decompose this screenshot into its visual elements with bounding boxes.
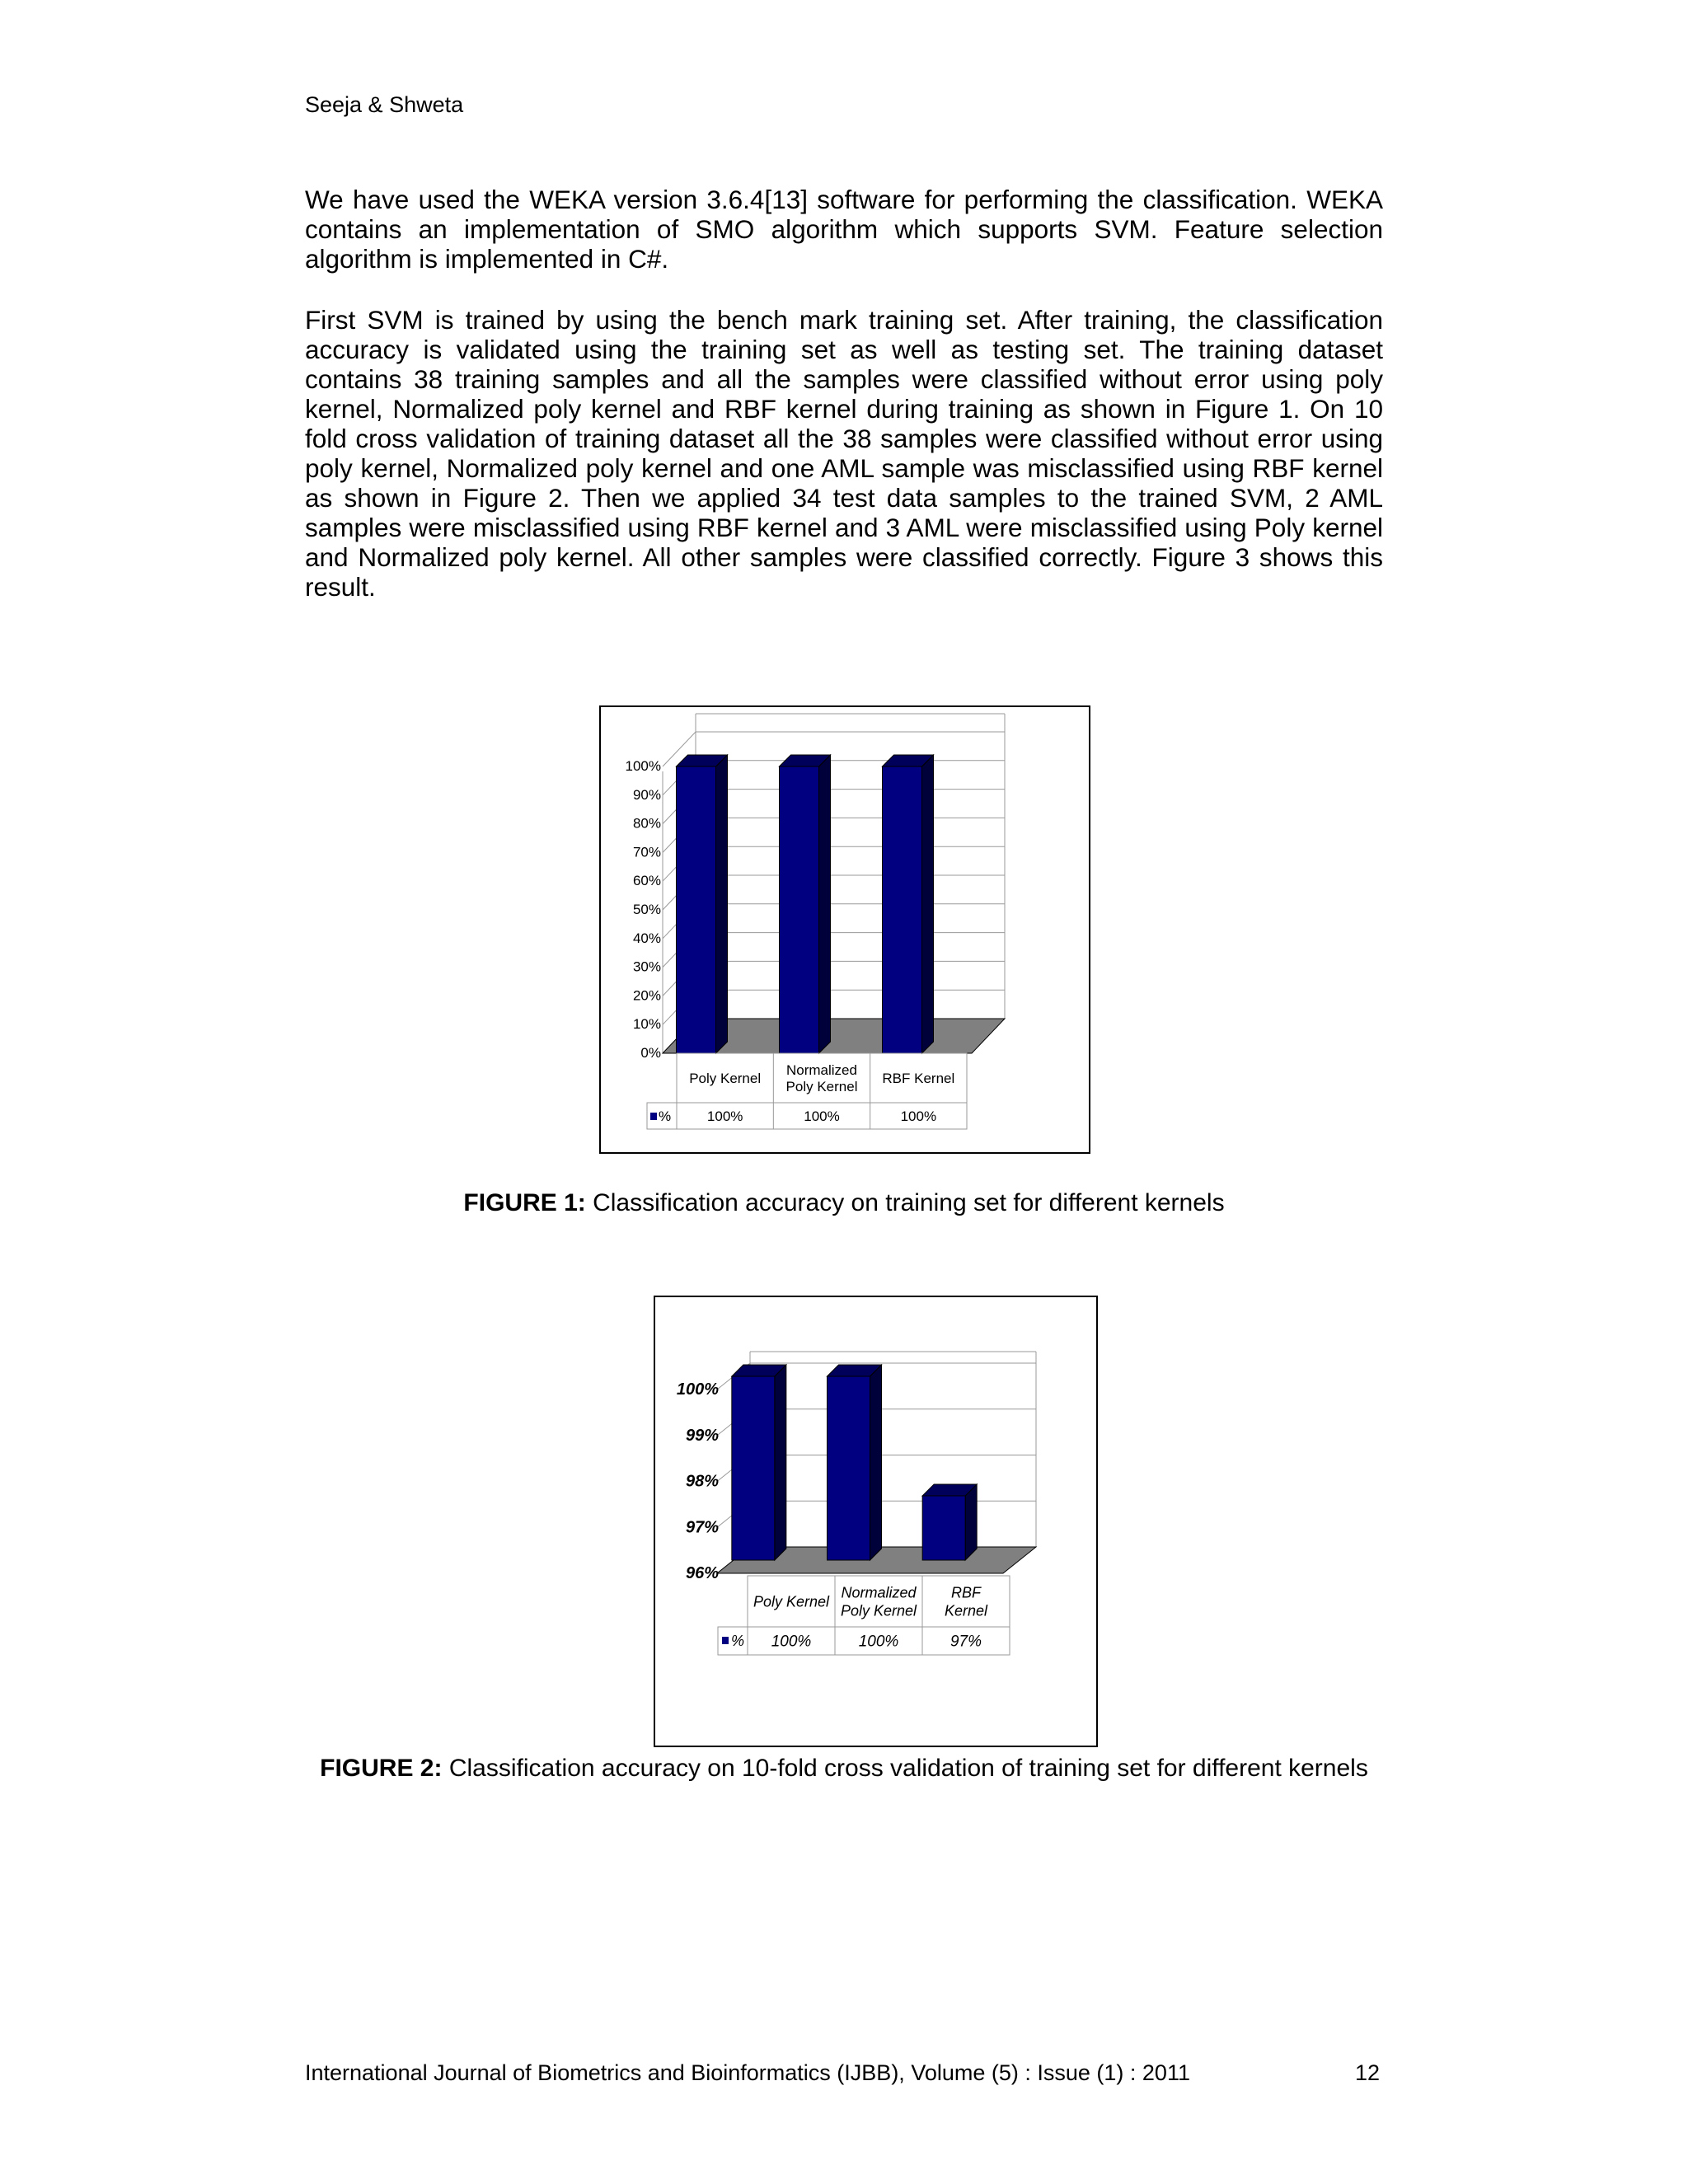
bar-side	[819, 755, 831, 1053]
data-table-value: 100%	[858, 1633, 899, 1651]
legend-label: %	[659, 1108, 672, 1124]
legend-swatch	[722, 1637, 729, 1644]
category-label: RBF	[951, 1584, 981, 1601]
figure-2-chart	[655, 1297, 1096, 1746]
legend-label: %	[731, 1633, 745, 1649]
bar-side	[716, 755, 728, 1053]
bar-side	[922, 755, 934, 1053]
y-tick-label: 60%	[632, 873, 661, 889]
bar-side	[965, 1484, 977, 1560]
figure-1-caption-text: Classification accuracy on training set for different kernels	[585, 1189, 1225, 1216]
data-table-value: 100%	[706, 1108, 743, 1124]
figure-1-label: FIGURE 1:	[463, 1189, 586, 1216]
category-label: Poly Kernel	[785, 1078, 858, 1094]
legend-swatch	[650, 1113, 657, 1120]
y-tick-label: 100%	[676, 1380, 719, 1399]
bar-side	[870, 1365, 882, 1560]
category-label: Poly Kernel	[840, 1602, 917, 1619]
figure-1-frame	[599, 705, 1090, 1154]
data-table-value: 100%	[771, 1633, 812, 1651]
figure-2-frame	[654, 1296, 1098, 1747]
data-table-value: 97%	[950, 1633, 982, 1651]
category-label: RBF Kernel	[882, 1070, 955, 1086]
y-tick-label: 90%	[632, 786, 661, 803]
figure-2-caption	[305, 1746, 1383, 1791]
category-label: Normalized	[786, 1062, 857, 1078]
bar	[828, 1376, 870, 1560]
y-tick-label: 97%	[685, 1518, 719, 1537]
figure-2-caption-text: Classification accuracy on 10-fold cross validation of training set for different kernels	[442, 1755, 1368, 1782]
bar	[780, 766, 819, 1053]
y-tick-label: 70%	[632, 844, 661, 860]
data-table-value: 100%	[804, 1108, 840, 1124]
y-tick-label: 98%	[685, 1472, 719, 1491]
figure-2-label: FIGURE 2:	[320, 1755, 443, 1782]
running-title: Seeja & Shweta	[305, 92, 464, 117]
journal-citation: International Journal of Biometrics and Bioinformatics (IJBB), Volume (5) : Issue (1) : 2011	[305, 2060, 1190, 2085]
bar	[732, 1376, 775, 1560]
category-label: Normalized	[841, 1584, 917, 1601]
y-tick-label: 50%	[632, 902, 661, 917]
data-table-value: 100%	[900, 1108, 937, 1124]
bar-side	[775, 1365, 786, 1560]
body-paragraph-2: First SVM is trained by using the bench mark training set. After training, the classification accuracy is validated using the training set as well as testing set. The training dataset contains 38 training samples and all the samples were classified without error using poly kernel, Normalized poly kernel and RBF kernel during training as shown in Figure 1. On 10 fold cross validation of training dataset all the 38 samples were classified without error using poly kernel, Normalized poly kernel and one AML sample was misclassified using RBF kernel as shown in Figure 2. Then we applied 34 test data samples to the trained SVM, 2 AML samples were misclassified using RBF kernel and 3 AML were misclassified using Poly kernel and Normalized poly kernel. All other samples were classified correctly. Figure 3 shows this result.	[305, 305, 1383, 602]
y-tick-label: 80%	[632, 815, 661, 832]
figure-1-chart	[601, 707, 1089, 1152]
y-tick-label: 20%	[632, 987, 661, 1004]
y-tick-label: 40%	[632, 930, 661, 946]
page-number: 12	[1354, 2060, 1380, 2085]
page-footer	[305, 2060, 1383, 2086]
figure-1-caption	[305, 1180, 1383, 1226]
y-tick-label: 99%	[685, 1426, 719, 1445]
bar	[883, 766, 922, 1053]
y-tick-label: 100%	[625, 758, 661, 774]
bar	[922, 1496, 965, 1560]
category-label: Poly Kernel	[689, 1070, 762, 1086]
bar	[677, 766, 716, 1053]
body-paragraph-1: We have used the WEKA version 3.6.4[13] software for performing the classification. WEKA contains an implementation of SMO algorithm which supports SVM. Feature selection algorithm is implemented in C#.	[305, 185, 1383, 274]
y-tick-label: 0%	[640, 1045, 661, 1061]
category-label: Poly Kernel	[753, 1593, 830, 1610]
y-tick-label: 10%	[632, 1016, 661, 1033]
category-label: Kernel	[944, 1602, 988, 1619]
y-tick-label: 30%	[632, 958, 661, 975]
y-tick-label: 96%	[685, 1564, 719, 1582]
